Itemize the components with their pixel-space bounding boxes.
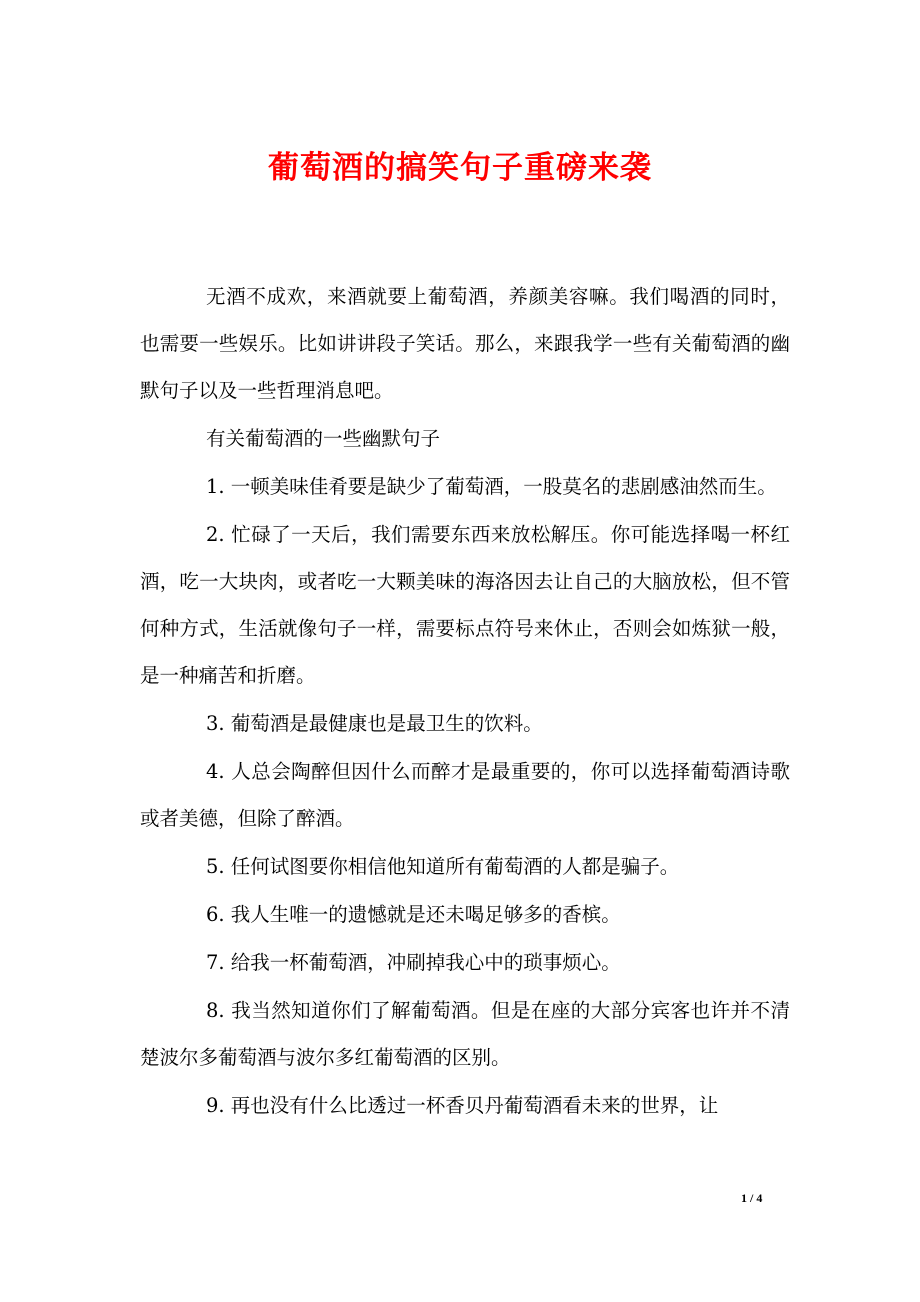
section-heading: 有关葡萄酒的一些幽默句子 [206, 427, 441, 450]
list-item-6: 6. 我人生唯一的遗憾就是还未喝足够多的香槟。 [206, 903, 621, 926]
list-item-2: 2. 忙碌了一天后，我们需要东西来放松解压。你可能选择喝一杯红酒，吃一大块肉，或者吃一大颗美味的海洛因去让自己的大脑放松，但不管何种方式，生活就像句子一样，需要标点符号来休止，否则会如炼狱一般，是一种痛苦和折磨。 [140, 523, 790, 687]
list-item-1: 1. 一顿美味佳肴要是缺少了葡萄酒，一股莫名的悲剧感油然而生。 [206, 475, 777, 498]
list-item-3: 3. 葡萄酒是最健康也是最卫生的饮料。 [206, 712, 543, 735]
list-item-8: 8. 我当然知道你们了解葡萄酒。但是在座的大部分宾客也许并不清楚波尔多葡萄酒与波尔多红葡萄酒的区别。 [140, 999, 790, 1069]
list-item-7: 7. 给我一杯葡萄酒，冲刷掉我心中的琐事烦心。 [206, 951, 621, 974]
list-item-9: 9. 再也没有什么比透过一杯香贝丹葡萄酒看未来的世界，让 [206, 1094, 719, 1117]
intro-paragraph: 无酒不成欢，来酒就要上葡萄酒，养颜美容嘛。我们喝酒的同时，也需要一些娱乐。比如讲讲段子笑话。那么，来跟我学一些有关葡萄酒的幽默句子以及一些哲理消息吧。 [140, 285, 790, 402]
document-title: 葡萄酒的搞笑句子重磅来袭 [268, 150, 652, 186]
list-item-4: 4. 人总会陶醉但因什么而醉才是最重要的，你可以选择葡萄酒诗歌或者美德，但除了醉酒。 [140, 760, 790, 830]
document-body [140, 273, 790, 1129]
page-number: 1 / 4 [741, 1191, 763, 1205]
list-item-5: 5. 任何试图要你相信他知道所有葡萄酒的人都是骗子。 [206, 855, 680, 878]
